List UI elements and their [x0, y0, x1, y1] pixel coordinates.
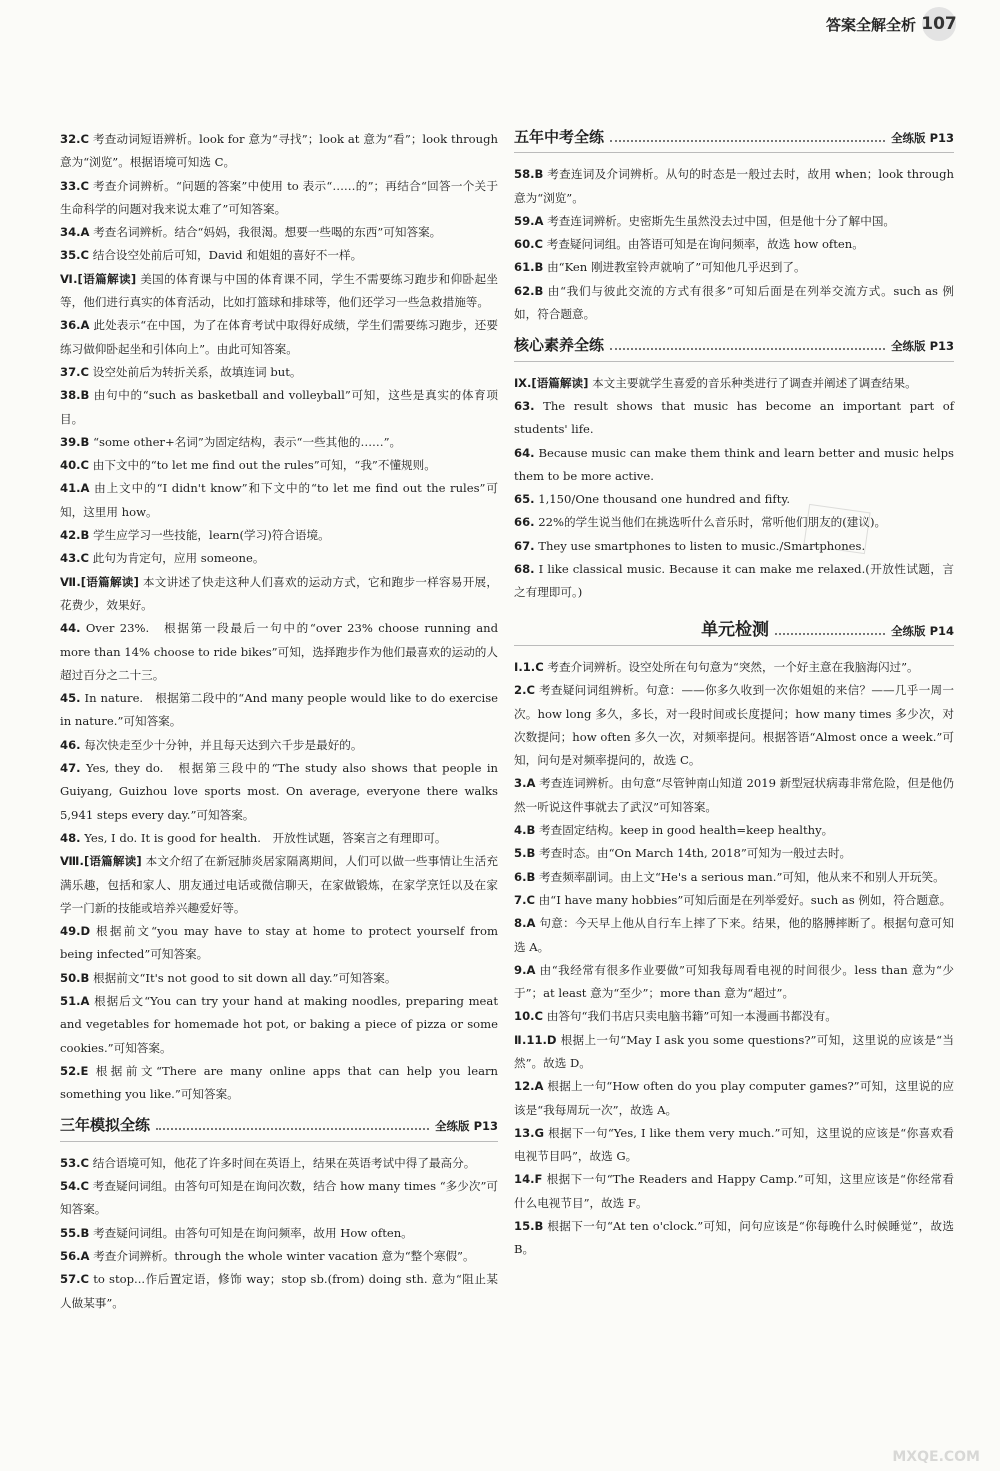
- answer-text: 结合语境可知，他花了许多时间在英语上，结果在英语考试中得了最高分。: [92, 1155, 476, 1170]
- answer-text: 考查介词辨析。through the whole winter vacation 意为“整个寒假”。: [93, 1248, 475, 1263]
- answer-text: 根据下一句“The Readers and Happy Camp.”可知，这里应该是“你经常看什么电视节目”，故选 F。: [514, 1172, 955, 1210]
- answer-number: 56.A: [60, 1248, 90, 1263]
- answer-entry: [60, 827, 498, 850]
- answer-entry: [514, 256, 954, 279]
- answer-number: 45.: [60, 691, 81, 706]
- answer-text: 考查连词辨析。史密斯先生虽然没去过中国，但是他十分了解中国。: [547, 213, 896, 228]
- answer-number: 2.C: [514, 683, 535, 698]
- answer-entry: [514, 372, 954, 395]
- answer-entry: [60, 1268, 498, 1315]
- answer-entry: [514, 1168, 954, 1215]
- answer-entry: [514, 912, 954, 959]
- section-edition: 全练版 P14: [891, 623, 954, 638]
- answer-entry: [514, 1122, 954, 1169]
- answer-text: 根据下一句“At ten o'clock.”可知，问句应该是“你每晚什么时候睡觉”，故选 B。: [514, 1219, 955, 1257]
- header-title: 答案全解全析: [825, 15, 916, 34]
- answer-number: 14.F: [514, 1172, 543, 1187]
- answer-entry: [60, 687, 498, 734]
- answer-entry: [60, 1152, 498, 1175]
- answer-number: Ⅰ.1.C: [514, 659, 544, 674]
- answer-entry: [60, 244, 498, 267]
- answer-text: 考查介词辨析。设空处所在句句意为“突然，一个好主意在我脑海闪过”。: [547, 659, 919, 674]
- answer-entry: [60, 571, 498, 618]
- answer-text: 考查固定结构。keep in good health=keep healthy。: [539, 823, 834, 838]
- answer-number: 55.B: [60, 1225, 90, 1240]
- answer-number: 59.A: [514, 213, 544, 228]
- answer-number: 38.B: [60, 388, 90, 403]
- answer-number: 54.C: [60, 1179, 90, 1194]
- answer-number: 37.C: [60, 364, 90, 379]
- answer-number: 7.C: [514, 892, 535, 907]
- answer-text: 设空处前后为转折关系，故填连词 but。: [92, 364, 302, 379]
- answer-text: 22%的学生说当他们在挑选听什么音乐时，常听他们朋友的(建议)。: [538, 515, 887, 530]
- answer-entry: [514, 842, 954, 865]
- answer-number: 35.C: [60, 248, 90, 263]
- answer-number: 36.A: [60, 318, 90, 333]
- section-header-three-year: [60, 1114, 498, 1141]
- answer-number: 41.A: [60, 481, 90, 496]
- answer-text: 每次快走至少十分钟，并且每天达到六千步是最好的。: [84, 737, 363, 752]
- watermark-logo: MXQE.COM: [892, 1449, 980, 1465]
- answer-text: Because music can make them think and learn better and music helps them to be more active.: [514, 445, 954, 483]
- answer-entry: [60, 1245, 498, 1268]
- section-edition: 全练版 P13: [891, 339, 954, 354]
- answer-number: 63.: [514, 398, 535, 413]
- answer-entry: [514, 819, 954, 842]
- answer-entry: [60, 1060, 498, 1107]
- answer-entry: [514, 1005, 954, 1028]
- answer-entry: [514, 656, 954, 679]
- answer-number: 13.G: [514, 1125, 545, 1140]
- answer-text: 考查动词短语辨析。look for 意为“寻找”；look at 意为“看”；look through 意为“浏览”。根据语境可知选 C。: [60, 132, 499, 170]
- answer-text: 考查疑问词组。由答句可知是在询问频率，故用 How often。: [93, 1225, 413, 1240]
- answer-number: 5.B: [514, 846, 536, 861]
- answer-text: 由上文中的“I didn't know”和下文中的“to let me find out the rules”可知，这里用 how。: [60, 481, 499, 519]
- answer-entry: [60, 175, 498, 222]
- answer-text: 学生应学习一些技能，learn(学习)符合语境。: [93, 528, 330, 543]
- answer-text: 考查疑问词组。由答句可知是在询问次数，结合 how many times “多少次”可知答案。: [60, 1179, 499, 1217]
- answer-text: 根据上一句“May I ask you some questions?”可知，这里说的应该是“当然”。故选 D。: [514, 1032, 954, 1070]
- answer-text: 根据前文“There are many online apps that can help you learn something you like.”可知答案。: [60, 1063, 499, 1102]
- answer-number: Ⅷ.[语篇解读]: [60, 854, 142, 869]
- answer-entry: [60, 431, 498, 454]
- answer-number: 9.A: [514, 962, 536, 977]
- answer-text: 由答句“我们书店只卖电脑书籍”可知一本漫画书都没有。: [546, 1009, 837, 1024]
- answer-text: 1,150/One thousand one hundred and fifty.: [538, 492, 791, 507]
- answer-entry: [514, 280, 954, 327]
- section-title: 五年中考全练: [514, 128, 605, 146]
- answer-entry: [514, 772, 954, 819]
- stamp-mark: [803, 504, 870, 554]
- answer-text: The result shows that music has become an important part of students' life.: [514, 398, 954, 437]
- answer-entry: [514, 395, 954, 442]
- answer-entry: [514, 233, 954, 256]
- left-entries: [60, 128, 498, 1106]
- answer-entry: [514, 488, 954, 511]
- answer-text: 考查疑问词组。由答语可知是在询问频率，故选 how often。: [546, 237, 864, 252]
- answer-entry: [60, 384, 498, 431]
- answer-entry: [60, 757, 498, 827]
- answer-number: 47.: [60, 761, 81, 776]
- answer-entry: [60, 454, 498, 477]
- answer-text: Yes, I do. It is good for health. 开放性试题，答案言之有理即可。: [84, 830, 447, 845]
- answer-text: 本文介绍了在新冠肺炎居家隔离期间，人们可以做一些事情让生活充满乐趣，包括和家人、朋友通过电话或微信聊天，在家做锻炼，在家学烹饪以及在家学一门新的技能或培养兴趣爱好等。: [60, 854, 498, 915]
- answer-number: Ⅱ.11.D: [514, 1032, 557, 1047]
- answer-entry: [60, 850, 498, 920]
- answer-text: 由“I have many hobbies”可知后面是在列举爱好。such as 例如，符合题意。: [538, 892, 952, 907]
- section-dots: [610, 130, 885, 142]
- answer-number: 50.B: [60, 970, 90, 985]
- answer-number: 64.: [514, 445, 535, 460]
- answer-number: 53.C: [60, 1155, 90, 1170]
- answer-text: 此处表示“在中国，为了在体育考试中取得好成绩，学生们需要练习跑步，还要练习做仰卧起坐和引体向上”。由此可知答案。: [60, 318, 498, 356]
- answer-text: 考查连词及介词辨析。从句的时态是一般过去时，故用 when；look through 意为“浏览”。: [514, 167, 954, 205]
- answer-text: 本文主要就学生喜爱的音乐种类进行了调查并阐述了调查结果。: [592, 375, 917, 390]
- answer-number: 68.: [514, 562, 535, 577]
- section-dots: [775, 623, 885, 635]
- answer-number: 48.: [60, 830, 81, 845]
- answer-number: Ⅶ.[语篇解读]: [60, 574, 139, 589]
- answer-number: Ⅵ.[语篇解读]: [60, 271, 137, 286]
- answer-entry: [60, 920, 498, 967]
- answer-text: 根据后文“You can try your hand at making noodles, preparing meat and vegetables for homemade hot pot, or baking a piece of pizza or some cookies.”可知答案。: [60, 993, 498, 1055]
- right-entries-3: [514, 656, 954, 1262]
- answer-text: 结合设空处前后可知，David 和姐姐的喜好不一样。: [92, 248, 363, 263]
- answer-number: 34.A: [60, 225, 90, 240]
- section-edition: 全练版 P13: [891, 131, 954, 145]
- answer-number: 4.B: [514, 823, 536, 838]
- answer-entry: [514, 558, 954, 605]
- answer-text: Yes, they do. 根据第三段中的“The study also shows that people in Guiyang, Guizhou love sports most. On average, everyone there walks 5,941 steps every day.”可知答案。: [60, 761, 499, 822]
- section-header-core: [514, 334, 954, 361]
- answer-number: Ⅸ.[语篇解读]: [514, 375, 589, 390]
- section-title: 单元检测: [701, 619, 770, 640]
- answer-number: 52.E: [60, 1063, 89, 1078]
- answer-number: 43.C: [60, 551, 90, 566]
- answer-entry: [514, 1075, 954, 1122]
- answer-number: 67.: [514, 538, 535, 553]
- page-number: 107: [922, 7, 956, 41]
- section-dots: [156, 1118, 429, 1130]
- answer-text: They use smartphones to listen to music./Smartphones.: [538, 538, 866, 553]
- answer-entry: [514, 511, 954, 534]
- answer-number: 12.A: [514, 1079, 544, 1094]
- answer-text: 由“我们与彼此交流的方式有很多”可知后面是在列举交流方式。such as 例如，符合题意。: [514, 283, 955, 322]
- answer-entry: [60, 221, 498, 244]
- answer-entry: [60, 1222, 498, 1245]
- answer-text: 根据前文“you may have to stay at home to protect yourself from being infected”可知答案。: [60, 924, 498, 962]
- answer-number: 39.B: [60, 434, 90, 449]
- answer-text: 根据前文“It's not good to sit down all day.”可知答案。: [93, 970, 397, 985]
- answer-number: 10.C: [514, 1009, 544, 1024]
- answer-text: 由“Ken 刚进教室铃声就响了”可知他几乎迟到了。: [547, 260, 806, 275]
- answer-number: 61.B: [514, 260, 544, 275]
- answer-number: 42.B: [60, 528, 90, 543]
- answer-entry: [514, 679, 954, 772]
- answer-text: 本文讲述了快走这种人们喜欢的运动方式，它和跑步一样容易开展，花费少，效果好。: [60, 574, 498, 612]
- answer-text: I like classical music. Because it can make me relaxed.(开放性试题，言之有理即可。): [514, 562, 954, 600]
- right-entries-2: [514, 372, 954, 605]
- answer-entry: [60, 1175, 498, 1222]
- answer-text: 此句为肯定句，应用 someone。: [92, 551, 265, 566]
- right-column: [514, 126, 954, 1262]
- right-entries-1: [514, 163, 954, 326]
- answer-entry: [60, 361, 498, 384]
- answer-number: 46.: [60, 737, 81, 752]
- answer-entry: [514, 1215, 954, 1262]
- answer-number: 40.C: [60, 458, 90, 473]
- answer-entry: [60, 314, 498, 361]
- answer-entry: [60, 547, 498, 570]
- answer-text: 考查名词辨析。结合“妈妈，我很渴。想要一些喝的东西”可知答案。: [93, 225, 442, 240]
- left-entries-2: [60, 1152, 498, 1315]
- answer-text: “some other+名词”为固定结构，表示“一些其他的……”。: [93, 434, 402, 449]
- answer-entry: [514, 889, 954, 912]
- answer-entry: [60, 617, 498, 687]
- answer-number: 57.C: [60, 1272, 90, 1287]
- answer-number: 51.A: [60, 993, 90, 1008]
- section-title: 三年模拟全练: [60, 1116, 151, 1135]
- section-title: 核心素养全练: [514, 336, 605, 355]
- section-header-five-year: [514, 126, 954, 153]
- answer-number: 32.C: [60, 132, 90, 146]
- answer-number: 62.B: [514, 283, 544, 298]
- answer-number: 60.C: [514, 237, 544, 252]
- answer-entry: [514, 210, 954, 233]
- answer-entry: [60, 477, 498, 524]
- section-dots: [610, 338, 885, 350]
- answer-number: 65.: [514, 492, 535, 507]
- answer-text: 考查介词辨析。“问题的答案”中使用 to 表示“……的”；再结合“回答一个关于生命科学的问题对我来说太难了”可知答案。: [60, 178, 498, 216]
- answer-number: 44.: [60, 621, 81, 636]
- answer-entry: [60, 268, 498, 315]
- answer-text: 由句中的“such as basketball and volleyball”可知，这些是真实的体育项目。: [60, 388, 498, 426]
- answer-text: 考查频率副词。由上文“He's a serious man.”可知，他从来不和别人开玩笑。: [539, 869, 945, 884]
- answer-number: 49.D: [60, 924, 91, 939]
- answer-number: 66.: [514, 515, 535, 530]
- answer-text: 考查连词辨析。由句意“尽管钟南山知道 2019 新型冠状病毒非常危险，但是他仍然一听说这件事就去了武汉”可知答案。: [514, 776, 954, 814]
- answer-text: 考查时态。由“On March 14th, 2018”可知为一般过去时。: [539, 846, 852, 861]
- answer-entry: [514, 959, 954, 1006]
- answer-entry: [60, 967, 498, 990]
- answer-entry: [514, 1029, 954, 1076]
- answer-text: 考查疑问词组辨析。句意：——你多久收到一次你姐姐的来信？——几乎一周一次。how long 多久，多长，对一段时间或长度提问；how many times 多少次，对次数提问；how often 多久一次，对频率提问。根据答语“Almost once a week.”可知，问句是对频率提问的，故选 C。: [514, 683, 954, 768]
- answer-text: 美国的体育课与中国的体育课不同，学生不需要练习跑步和仰卧起坐等，他们进行真实的体育活动，比如打篮球和排球等，他们还学习一些急救措施等。: [60, 271, 498, 310]
- answer-number: 8.A: [514, 916, 536, 931]
- answer-entry: [60, 128, 498, 175]
- answer-number: 3.A: [514, 776, 536, 791]
- answer-number: 6.B: [514, 869, 536, 884]
- answer-number: 33.C: [60, 178, 90, 193]
- answer-text: In nature. 根据第二段中的“And many people would like to do exercise in nature.”可知答案。: [60, 691, 499, 729]
- answer-number: 15.B: [514, 1219, 544, 1234]
- answer-entry: [60, 524, 498, 547]
- answer-entry: [60, 990, 498, 1060]
- left-column: [60, 128, 498, 1315]
- page-header: [826, 4, 956, 44]
- answer-number: 58.B: [514, 167, 544, 182]
- answer-entry: [514, 866, 954, 889]
- answer-entry: [514, 163, 954, 210]
- answer-text: 句意：今天早上他从自行车上摔了下来。结果，他的胳膊摔断了。根据句意可知选 A。: [514, 916, 954, 954]
- answer-entry: [514, 535, 954, 558]
- section-header-unit-test: [514, 619, 954, 646]
- answer-text: 根据下一句“Yes, I like them very much.”可知，这里说的应该是“你喜欢看电视节目吗”，故选 G。: [514, 1125, 955, 1164]
- answer-text: 由“我经常有很多作业要做”可知我每周看电视的时间很少。less than 意为“少于”；at least 意为“至少”；more than 意为“超过”。: [514, 962, 954, 1001]
- answer-text: 由下文中的“to let me find out the rules”可知，“我”不懂规则。: [92, 458, 436, 473]
- answer-entry: [514, 442, 954, 489]
- answer-text: 根据上一句“How often do you play computer games?”可知，这里说的应该是“我每周玩一次”，故选 A。: [514, 1079, 954, 1117]
- answer-text: to stop...作后置定语，修饰 way；stop sb.(from) doing sth. 意为“阻止某人做某事”。: [60, 1272, 498, 1310]
- section-edition: 全练版 P13: [435, 1119, 498, 1134]
- answer-text: Over 23%. 根据第一段最后一句中的“over 23% choose running and more than 14% choose to ride bikes”可知，选择跑步作为他们最喜欢的运动的人超过百分之二十三。: [60, 621, 499, 682]
- answer-entry: [60, 734, 498, 757]
